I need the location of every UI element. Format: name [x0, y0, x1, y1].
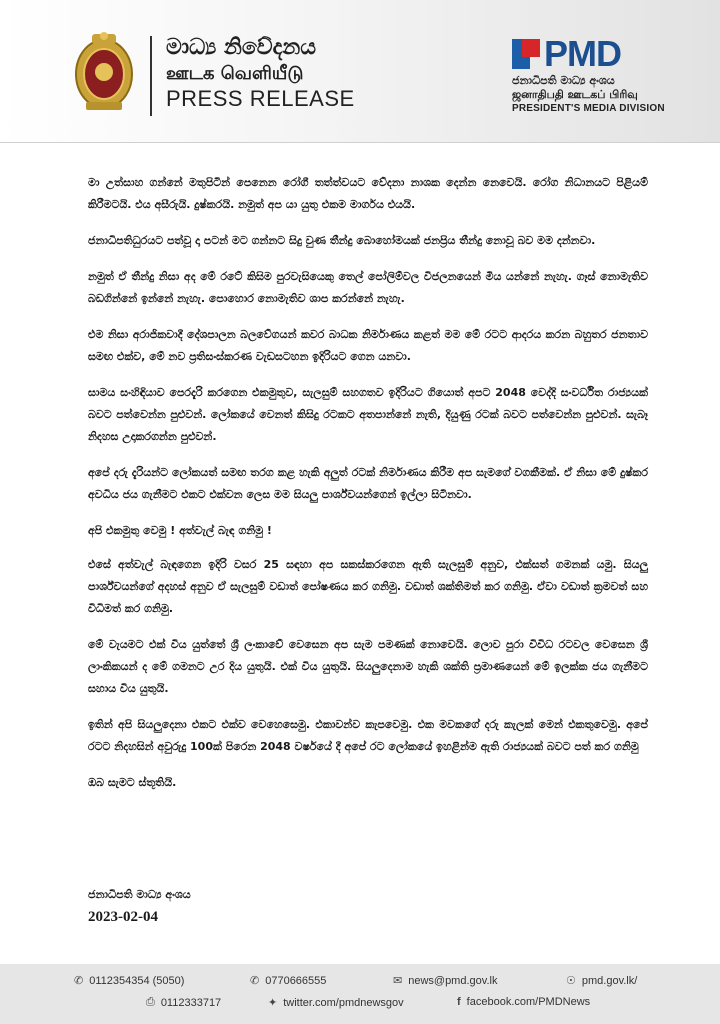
- sri-lanka-emblem-icon: [72, 30, 136, 114]
- email-text: news@pmd.gov.lk: [408, 974, 498, 987]
- fax-icon: ⎙: [146, 996, 155, 1008]
- pmd-branding: [512, 34, 702, 116]
- footer-fax[interactable]: [146, 996, 221, 1009]
- phone-2-text: 0770666555: [265, 974, 327, 987]
- facebook-icon: f: [457, 996, 461, 1008]
- pmd-sub-sinhala: ජනාධිපති මාධ්‍ය අංශය: [512, 74, 615, 87]
- closing-thanks: ඔබ සැමට ස්තූතියි.: [88, 776, 177, 789]
- footer-twitter[interactable]: [268, 996, 404, 1009]
- press-release-body: [88, 172, 648, 806]
- pmd-logo-icon: [512, 39, 540, 69]
- pmd-logo: [512, 34, 702, 74]
- mobile-icon: ✆: [250, 975, 260, 987]
- paragraph: ජනාධිපතිධුරයට පත්වූ දා පටන් මට ගන්නට සිදු වුණ තීන්දු බොහෝමයක් ජනප්‍රිය තීන්දු නොවූ බව මම දන්නවා.: [88, 234, 596, 247]
- slogan: අපි එකමුතු වෙමු ! අත්වැල් බැඳ ගනිමු !: [88, 524, 272, 537]
- title-sinhala: මාධ්‍ය නිවේදනය: [166, 35, 317, 60]
- title-english: PRESS RELEASE: [166, 86, 355, 111]
- signoff-organization: ජනාධිපති මාධ්‍ය අංශය: [88, 888, 191, 901]
- paragraph: නමුත් ඒ තීන්දු නිසා අද මේ රටේ කිසිම පුරවැසියෙකු තෙල් පෝලිම්වල විජලනයෙන් මිය යන්නේ නැහැ. ගෑස් නොමැතිව බඩගින්නේ ඉන්නේ නැහැ. පොහොර නොමැතිව ශාප කරන්නේ නැහැ.: [88, 270, 648, 305]
- page-header: [0, 0, 720, 143]
- twitter-icon: ✦: [268, 997, 278, 1009]
- footer-facebook[interactable]: [457, 996, 590, 1008]
- header-divider: [150, 36, 152, 116]
- paragraph: එම නිසා අරාජිකවාදී දේශපාලන බලවේගයන් කවර බාධක නිර්මාණය කළත් මම මේ රටට ආදරය කරන බහුතර ජනතාව සමඟ එක්ව, මේ නව ප්‍රතිසංස්කරණ වැඩසටහන ඉදිරියට ගෙන යනවා.: [88, 328, 648, 363]
- footer-email[interactable]: [393, 974, 497, 987]
- contact-footer: [0, 964, 720, 1024]
- paragraph: ඉතින් අපි සියලුදෙනා එකට එක්ව වෙහෙසෙමු. එකාවන්ව කැපවෙමු. එක මවකගේ දරු කැලක් මෙන් එකතුවෙමු. අපේ රටට නිදහසින් අවුරුදු 100ක් පිරෙන 2048 වර්ෂයේ දී අපේ රට ලෝකයේ ඉහළින්ම ඇති රාජ්‍යයක් බවට පත් කර ගනිමු: [88, 718, 648, 753]
- fax-text: 0112333717: [160, 996, 222, 1009]
- pmd-sub-tamil: ஜனாதிபதி ஊடகப் பிரிவு: [512, 88, 638, 101]
- paragraph: අපේ දරු දැරියන්ට ලෝකයත් සමඟ තරග කළ හැකි අලුත් රටක් නිර්මාණය කිරීම අප සැමගේ වගකීමක්. ඒ නිසා මේ දුෂ්කර අවධිය ජය ගැනීමට එකට එක්වන ලෙස මම සියලු පාර්ශ්වයන්ගෙන් ඉල්ලා සිටිනවා.: [88, 466, 648, 501]
- twitter-text: twitter.com/pmdnewsgov: [283, 996, 404, 1009]
- paragraph: මා උත්සාහ ගන්නේ මතුපිටින් පෙනෙන රෝගී තත්ත්වයට වේදනා නාශක දෙන්න නෙවෙයි. රෝග නිධානයට පිළියම් කිරීමටයි. එය අසීරුයි. දුෂ්කරයි. නමුත් අප යා යුතු එකම මාර්ගය එයයි.: [88, 176, 648, 211]
- pmd-logo-text: PMD: [544, 33, 621, 74]
- pmd-sub-english: PRESIDENT'S MEDIA DIVISION: [512, 103, 665, 114]
- website-text: pmd.gov.lk/: [581, 974, 638, 987]
- footer-phone-1[interactable]: [74, 974, 184, 987]
- paragraph: මේ වැයමට එක් විය යුත්තේ ශ්‍රී ලංකාවේ වෙසෙන අප සැම පමණක් නොවෙයි. ලොව පුරා විවිධ රටවල වෙසෙන ශ්‍රී ලාංකිකයන් ද මේ ගමනට උර දිය යුතුයි. එක් විය යුතුයි. සියලුදෙනාම හැකි ශක්ති ප්‍රමාණයෙන් මේ ඉලක්ක ජය ගැනීමට සහාය විය යුතුයි.: [88, 638, 648, 695]
- signoff: [88, 884, 191, 928]
- release-date: 2023-02-04: [88, 909, 158, 925]
- paragraph: සාමය සංහිඳියාව පෙරදැරි කරගෙන එකමුතුව, සැලසුම් සහගතව ඉදිරියට ගියොත් අපට 2048 වෙද්දි සංවර්ධිත රාජ්‍යයක් බවට පත්වෙන්න පුළුවන්. ලෝකයේ වෙනත් කිසිදු රටකට අතපාන්නේ නැති, දියුණු රටක් බවට පත්වෙන්න පුළුවන්. සැබෑ නිදහස උදාකරගන්න පුළුවන්.: [88, 386, 648, 443]
- footer-website[interactable]: [566, 974, 637, 987]
- paragraph: එසේ අත්වැල් බැඳගෙන ඉදිරි වසර 25 සඳහා අප සකස්කරගෙන ඇති සැලසුම් අනුව, එක්සත් ගමනක් යමු. සියලු පාර්ශ්වයන්ගේ අදහස් අනුව ඒ සැලසුම් වඩාත් පෝෂණය කර ගනිමු. වඩාත් ශක්තිමත් කර ගනිමු. ඒවා වඩාත් ක්‍රමවත් සහ විධිමත් කර ගනිමු.: [88, 558, 648, 615]
- globe-icon: ☉: [566, 975, 576, 987]
- facebook-text: facebook.com/PMDNews: [466, 996, 591, 1008]
- phone-icon: ✆: [74, 975, 84, 987]
- email-icon: ✉: [393, 975, 403, 987]
- footer-phone-2[interactable]: [250, 974, 326, 987]
- title-tamil: ஊடக வெளியீடு: [166, 63, 304, 84]
- press-release-title: [166, 34, 355, 112]
- phone-1-text: 0112354354 (5050): [89, 974, 185, 987]
